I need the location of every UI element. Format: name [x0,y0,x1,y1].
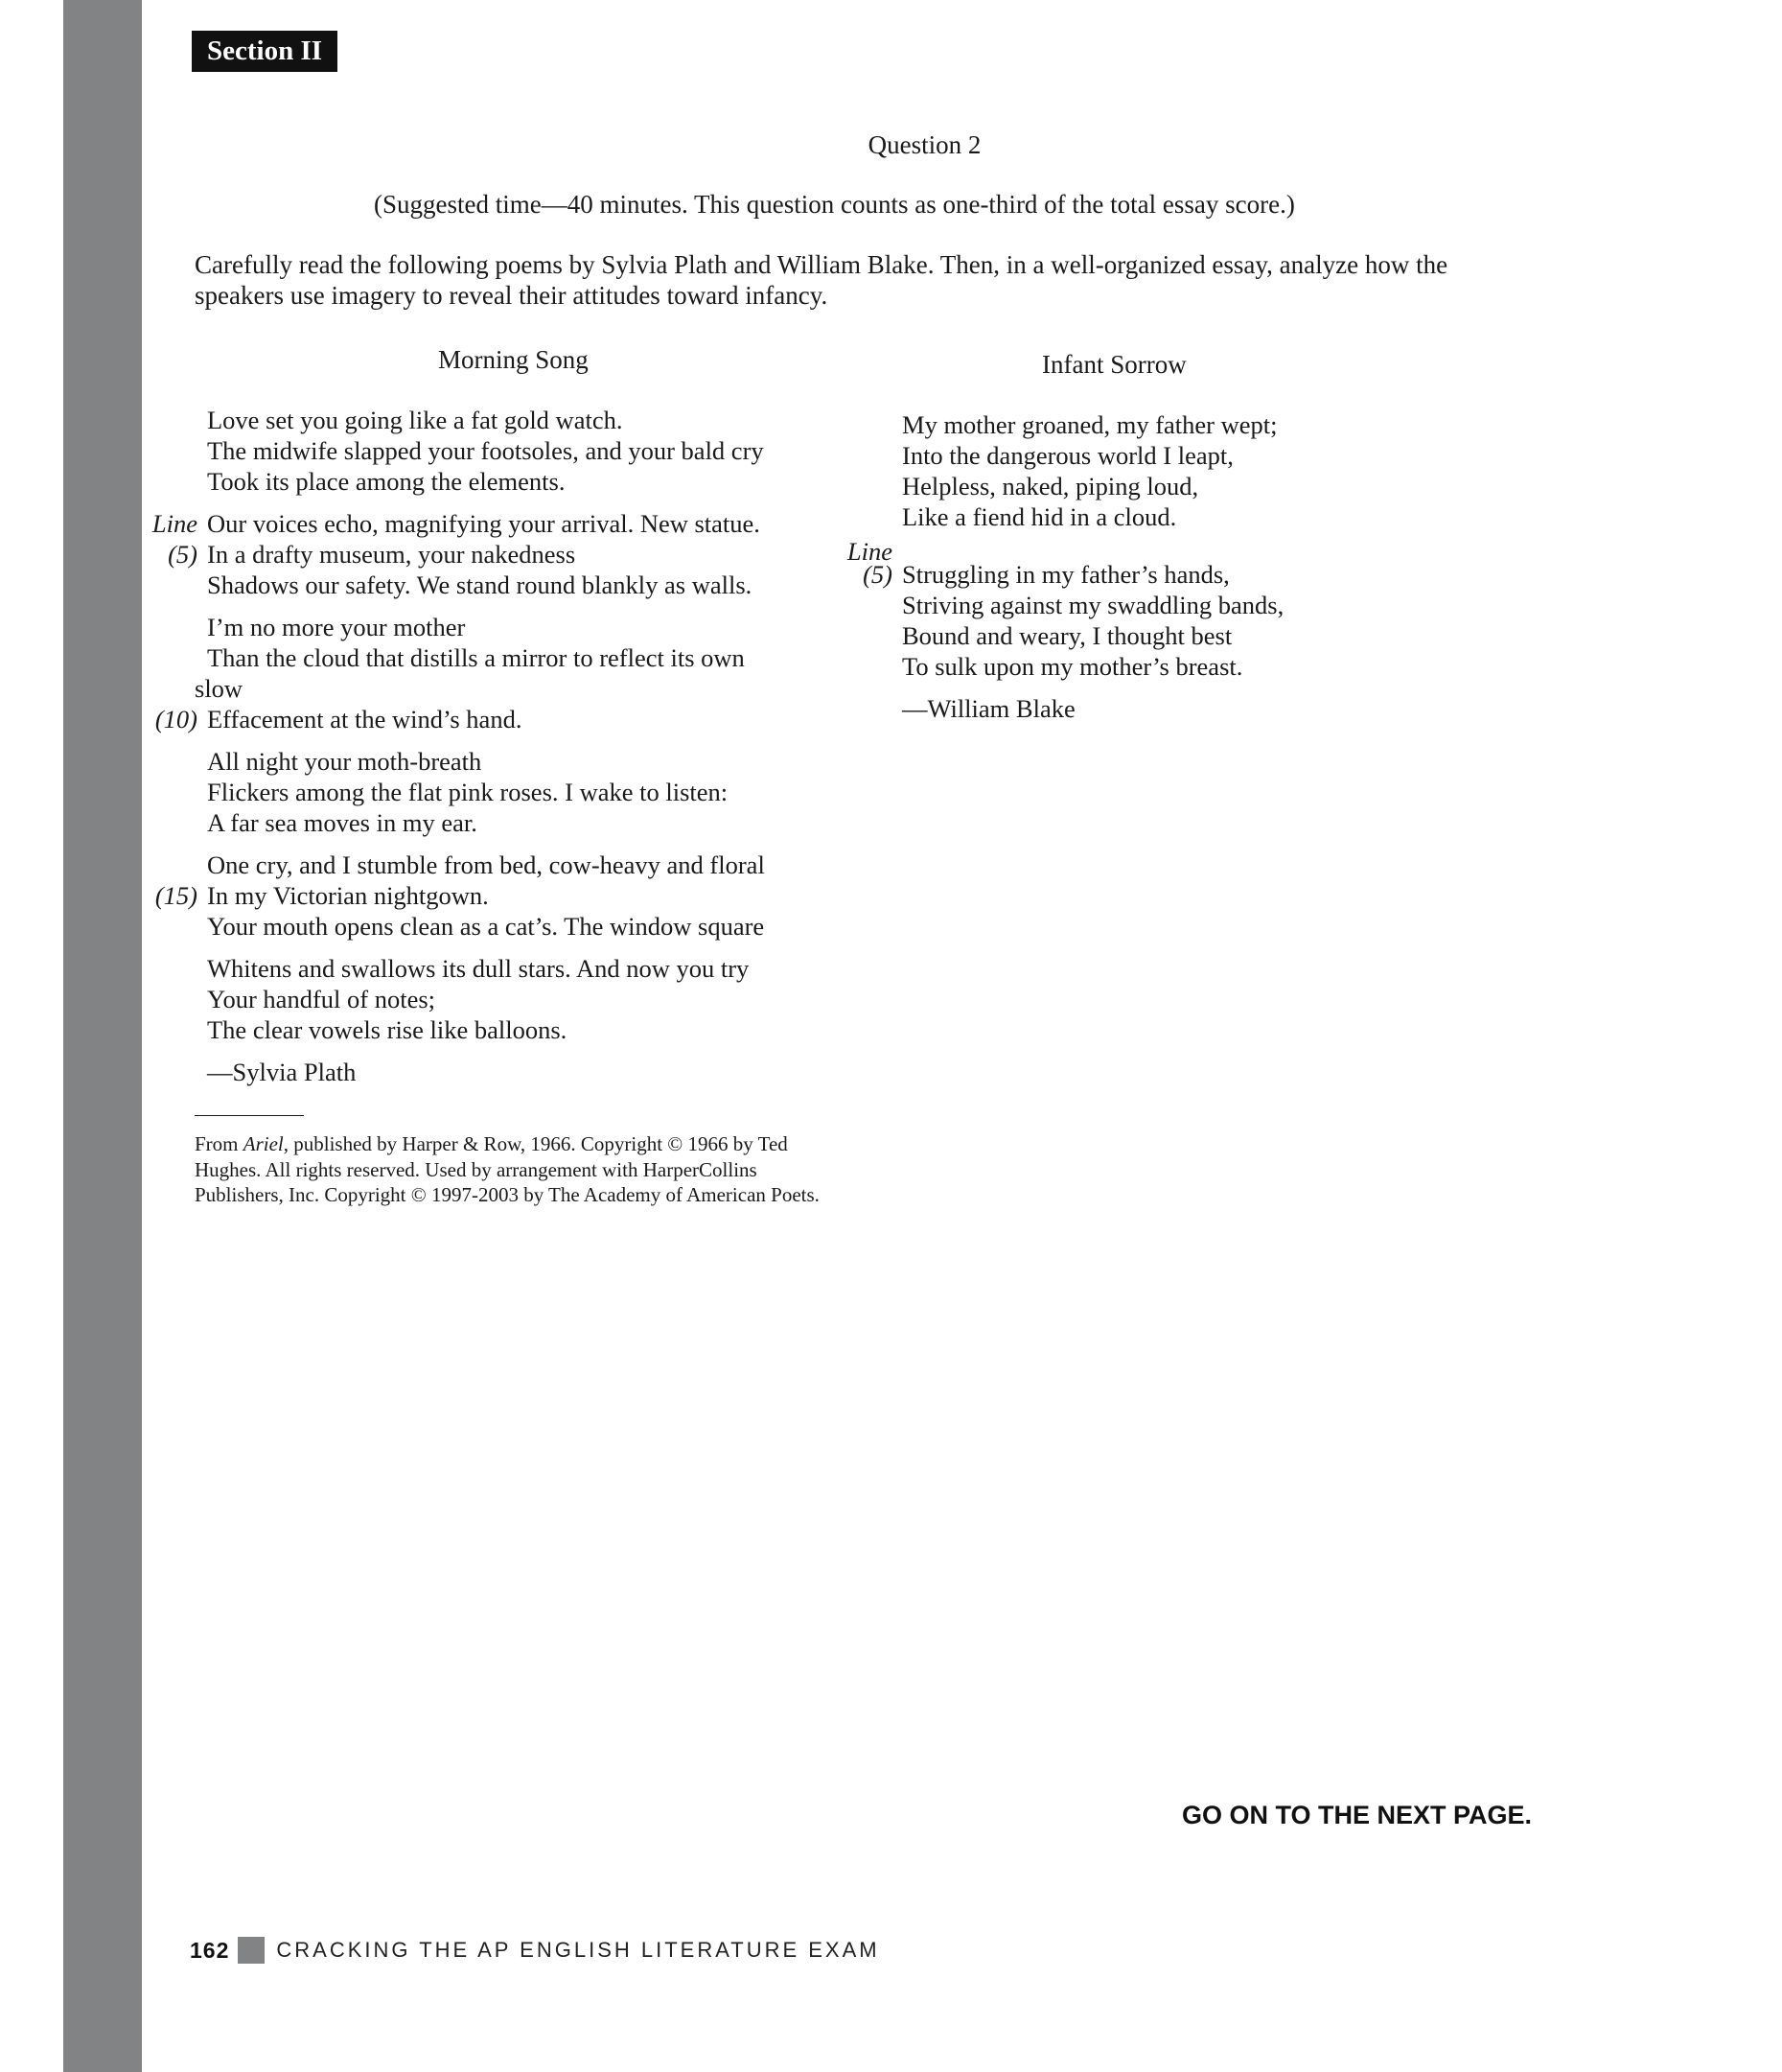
poem-line: Your mouth opens clean as a cat’s. The window square [207,912,765,941]
poem-line [168,539,765,570]
footnote-rule [195,1115,304,1116]
poem-line: Flickers among the flat pink roses. I wake to listen: [207,778,729,806]
poem-line [151,508,765,539]
poem-line: Into the dangerous world I leapt, [902,441,1234,470]
blake-poem-title: Infant Sorrow [1042,350,1187,379]
poem-line: The clear vowels rise like balloons. [207,1015,567,1044]
poem-line-text: In a drafty museum, your nakedness [207,540,576,569]
page-footer [190,1935,880,1966]
plath-poem-title: Morning Song [438,345,589,374]
poem-line [863,559,1284,590]
book-title: CRACKING THE AP ENGLISH LITERATURE EXAM [276,1938,880,1962]
prompt-text: Carefully read the following poems by Sylvia Plath and William Blake. Then, in a well-organized essay, analyze how the speakers use imagery to reveal their attitudes toward infancy. [195,250,1448,310]
stanza [207,405,765,497]
poem-line-text: Our voices echo, magnifying your arrival. New statue. [207,509,760,538]
poem-line: Than the cloud that distills a mirror to reflect its own [207,643,745,672]
line-number-5: (5) [168,540,197,569]
poem-line: Took its place among the elements. [207,467,566,496]
poem-line-text: Struggling in my father’s hands, [902,560,1230,589]
poem-line: Bound and weary, I thought best [902,621,1233,650]
stanza [151,508,765,600]
line-number-10: (10) [154,705,197,733]
line-number-5: (5) [863,560,892,589]
blake-poem [846,409,1284,724]
poem-line: Striving against my swaddling bands, [902,591,1284,619]
timing-note: (Suggested time—40 minutes. This question counts as one-third of the total essay score.) [374,190,1295,219]
footnote-rest: , published by Harper & Row, 1966. Copyright © 1966 by Ted Hughes. All rights reserved. Used by arrangement with HarperCollins Publishers, Inc. Copyright © 1997-2003 by The Academy of American Poets. [195,1132,820,1206]
stanza [207,746,765,838]
poem-line: Love set you going like a fat gold watch. [207,406,623,434]
page-number: 162 [190,1937,230,1963]
poem-line: Your handful of notes; [207,985,436,1013]
poem-line: To sulk upon my mother’s breast. [902,652,1243,681]
side-bar [63,0,142,2072]
poem-line: Like a fiend hid in a cloud. [902,502,1177,531]
stanza [154,612,765,734]
poem-line: A far sea moves in my ear. [207,808,477,837]
poem-line: Whitens and swallows its dull stars. And now you try [207,954,750,983]
poem-author: —William Blake [902,694,1076,723]
stanza [207,953,765,1045]
poem-line: The midwife slapped your footsoles, and your bald cry [207,436,764,465]
stanza [863,559,1284,682]
line-label: Line [846,537,892,566]
poem-line [154,704,765,734]
poem-line: All night your moth-breath [207,747,482,776]
stanza [154,850,765,942]
poem-line: One cry, and I stumble from bed, cow-heavy and floral [207,850,765,879]
poem-line [154,880,765,911]
stanza [902,409,1284,532]
section-tab: Section II [192,31,337,72]
question-title: Question 2 [868,130,982,159]
poem-line: I’m no more your mother [207,613,466,641]
line-label: Line [151,509,197,538]
poem-line-text: Effacement at the wind’s hand. [207,705,522,733]
poem-line: Shadows our safety. We stand round blankly as walls. [207,570,752,599]
poem-line: Helpless, naked, piping loud, [902,472,1199,501]
line-label-row [846,536,1284,566]
footnote-source-title: Ariel [243,1132,284,1155]
next-page-notice: GO ON TO THE NEXT PAGE. [1182,1801,1533,1829]
footnote [195,1131,827,1208]
poem-author: —Sylvia Plath [207,1058,357,1086]
footer-square [238,1937,265,1964]
line-number-15: (15) [154,881,197,910]
poem-line-text: In my Victorian nightgown. [207,881,489,910]
footnote-from: From [195,1132,243,1155]
poem-line-continuation: slow [195,674,243,703]
plath-poem [151,405,765,1087]
poem-line: My mother groaned, my father wept; [902,410,1278,439]
